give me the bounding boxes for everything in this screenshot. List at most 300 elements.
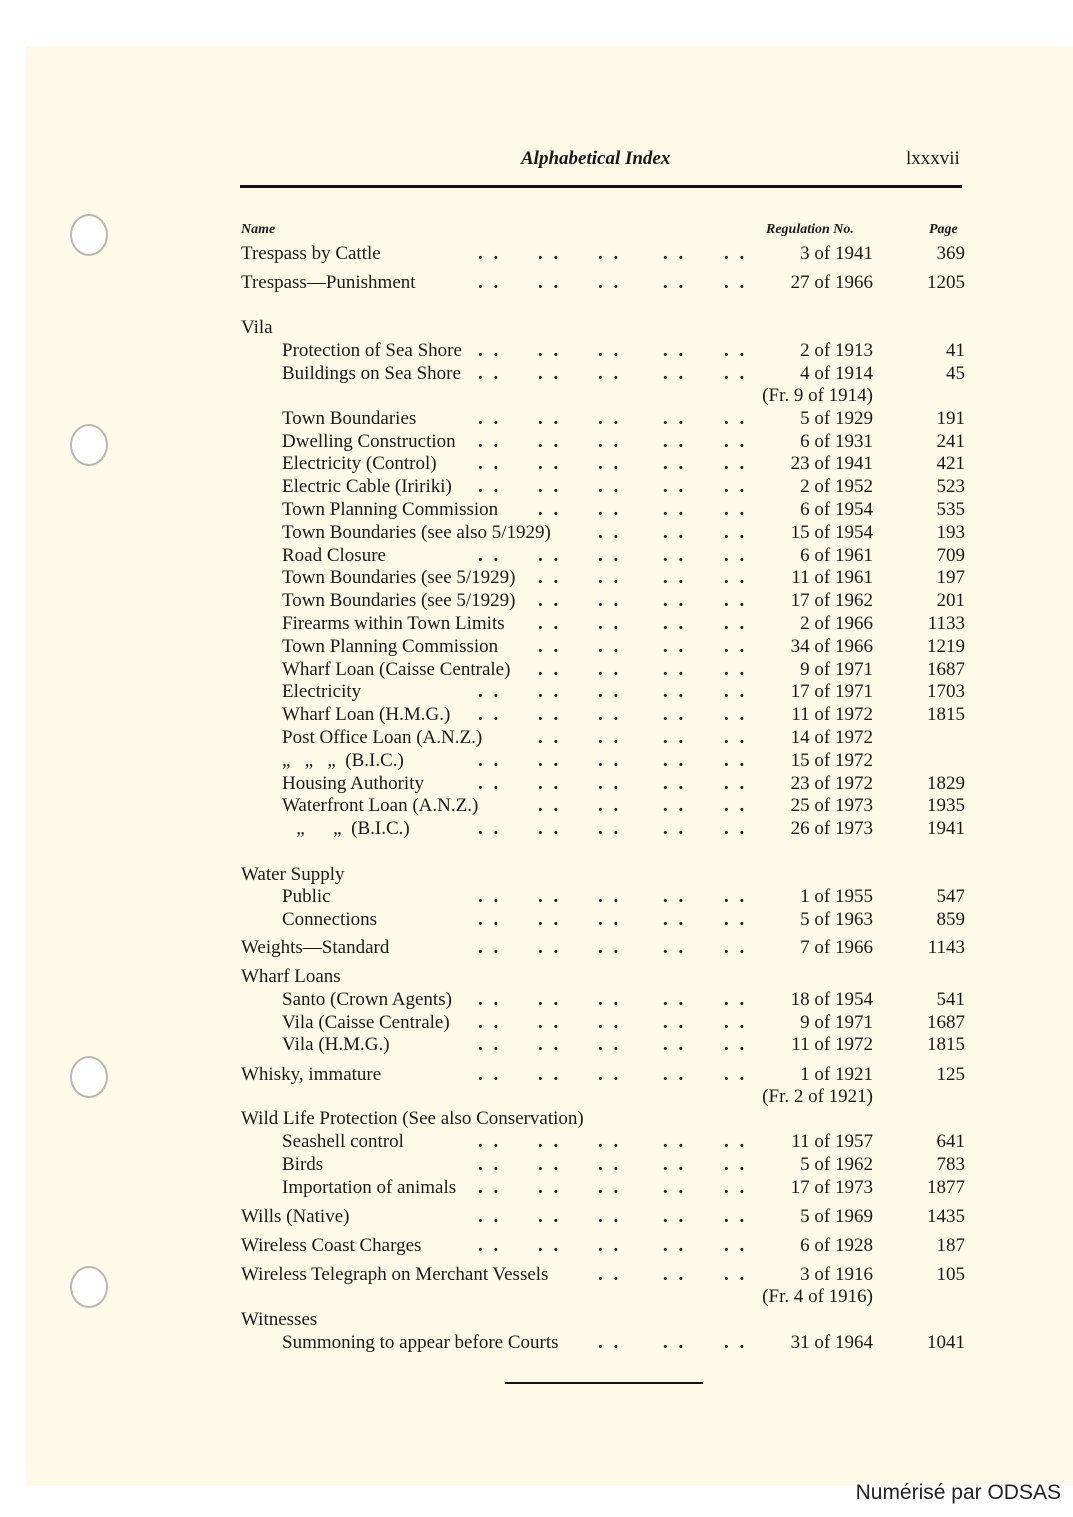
french-regulation-note: (Fr. 2 of 1921) <box>762 1086 873 1107</box>
entry-name: Town Boundaries <box>282 408 417 429</box>
entry-name: Vila (Caisse Centrale) <box>282 1012 450 1033</box>
leader-dots: . . <box>724 545 748 566</box>
leader-dots: . . <box>538 886 562 907</box>
leader-dots: . . <box>663 499 687 520</box>
regulation-number: 6 of 1961 <box>800 545 873 566</box>
leader-dots: . . <box>478 1034 502 1055</box>
leader-dots: . . <box>598 636 622 657</box>
entry-name: Town Boundaries (see 5/1929) <box>282 590 516 611</box>
index-entry <box>0 1012 1073 1034</box>
leader-dots: . . <box>724 818 748 839</box>
regulation-number: 25 of 1973 <box>790 795 873 816</box>
leader-dots: . . <box>663 681 687 702</box>
leader-dots: . . <box>598 886 622 907</box>
leader-dots: . . <box>478 1177 502 1198</box>
regulation-number: 5 of 1962 <box>800 1154 873 1175</box>
index-entry <box>0 864 1073 886</box>
index-entry <box>0 989 1073 1011</box>
leader-dots: . . <box>598 1264 622 1285</box>
leader-dots: . . <box>598 704 622 725</box>
leader-dots: . . <box>538 937 562 958</box>
leader-dots: . . <box>724 1332 748 1353</box>
leader-dots: . . <box>478 476 502 497</box>
leader-dots: . . <box>724 1154 748 1175</box>
regulation-number: 23 of 1972 <box>790 773 873 794</box>
page-number: 709 <box>936 545 965 566</box>
entry-name: Public <box>282 886 331 907</box>
leader-dots: . . <box>478 243 502 264</box>
leader-dots: . . <box>538 636 562 657</box>
leader-dots: . . <box>478 431 502 452</box>
page-number: 1941 <box>927 818 965 839</box>
page-number: 1133 <box>927 613 965 634</box>
leader-dots: . . <box>724 681 748 702</box>
regulation-number: 14 of 1972 <box>790 727 873 748</box>
page-number: 1143 <box>927 937 965 958</box>
page-number: 1041 <box>927 1332 965 1353</box>
regulation-number: 5 of 1963 <box>800 909 873 930</box>
page-number: 1815 <box>927 1034 965 1055</box>
entry-name: Wild Life Protection (See also Conservation) <box>241 1108 584 1129</box>
leader-dots: . . <box>478 886 502 907</box>
leader-dots: . . <box>663 545 687 566</box>
index-entry <box>0 681 1073 703</box>
leader-dots: . . <box>663 1154 687 1175</box>
regulation-number: 11 of 1972 <box>791 704 873 725</box>
leader-dots: . . <box>663 453 687 474</box>
leader-dots: . . <box>724 989 748 1010</box>
leader-dots: . . <box>724 1064 748 1085</box>
index-entry <box>0 590 1073 612</box>
regulation-number: 11 of 1961 <box>791 567 873 588</box>
leader-dots: . . <box>598 272 622 293</box>
leader-dots: . . <box>478 272 502 293</box>
index-entry <box>0 476 1073 498</box>
entry-name: Trespass by Cattle <box>241 243 381 264</box>
leader-dots: . . <box>663 1034 687 1055</box>
leader-dots: . . <box>598 567 622 588</box>
entry-name: Buildings on Sea Shore <box>282 363 461 384</box>
page-number: 201 <box>936 590 965 611</box>
page-number: 1687 <box>927 659 965 680</box>
column-header-page: Page <box>929 222 958 237</box>
leader-dots: . . <box>724 773 748 794</box>
page-number: 641 <box>936 1131 965 1152</box>
leader-dots: . . <box>538 659 562 680</box>
leader-dots: . . <box>724 476 748 497</box>
running-title: Alphabetical Index <box>521 148 671 169</box>
page-number: 1687 <box>927 1012 965 1033</box>
index-entry <box>0 363 1073 406</box>
leader-dots: . . <box>478 340 502 361</box>
leader-dots: . . <box>538 590 562 611</box>
regulation-number: 31 of 1964 <box>790 1332 873 1353</box>
entry-name: Weights—Standard <box>241 937 390 958</box>
leader-dots: . . <box>538 1012 562 1033</box>
leader-dots: . . <box>598 795 622 816</box>
leader-dots: . . <box>478 989 502 1010</box>
page-number: 547 <box>936 886 965 907</box>
leader-dots: . . <box>478 363 502 384</box>
leader-dots: . . <box>478 1154 502 1175</box>
index-entry <box>0 1064 1073 1107</box>
regulation-number: 1 of 1921 <box>800 1064 873 1085</box>
index-entry <box>0 636 1073 658</box>
leader-dots: . . <box>724 499 748 520</box>
regulation-number: 23 of 1941 <box>790 453 873 474</box>
leader-dots: . . <box>663 613 687 634</box>
entry-name: „ „ „ (B.I.C.) <box>282 750 404 771</box>
leader-dots: . . <box>724 408 748 429</box>
entry-name: Wharf Loan (H.M.G.) <box>282 704 451 725</box>
index-entry <box>0 704 1073 726</box>
page-number: 1435 <box>927 1206 965 1227</box>
page-number: 1935 <box>927 795 965 816</box>
index-entry <box>0 659 1073 681</box>
leader-dots: . . <box>598 613 622 634</box>
leader-dots: . . <box>478 1235 502 1256</box>
entry-name: Wills (Native) <box>241 1206 350 1227</box>
leader-dots: . . <box>663 476 687 497</box>
regulation-number: 9 of 1971 <box>800 1012 873 1033</box>
regulation-number: 26 of 1973 <box>790 818 873 839</box>
leader-dots: . . <box>538 727 562 748</box>
leader-dots: . . <box>538 363 562 384</box>
regulation-number: 18 of 1954 <box>790 989 873 1010</box>
entry-name: Waterfront Loan (A.N.Z.) <box>282 795 479 816</box>
french-regulation-note: (Fr. 4 of 1916) <box>762 1286 873 1307</box>
page-number: 1219 <box>927 636 965 657</box>
leader-dots: . . <box>598 818 622 839</box>
entry-name: Post Office Loan (A.N.Z.) <box>282 727 483 748</box>
index-entry <box>0 408 1073 430</box>
page-number: 523 <box>936 476 965 497</box>
leader-dots: . . <box>724 431 748 452</box>
leader-dots: . . <box>724 727 748 748</box>
leader-dots: . . <box>478 1064 502 1085</box>
leader-dots: . . <box>478 773 502 794</box>
entry-name: Witnesses <box>241 1309 318 1330</box>
page-folio: lxxxvii <box>906 148 960 169</box>
leader-dots: . . <box>598 727 622 748</box>
leader-dots: . . <box>598 1332 622 1353</box>
leader-dots: . . <box>538 1034 562 1055</box>
index-entry <box>0 1034 1073 1056</box>
leader-dots: . . <box>538 545 562 566</box>
entry-name: Town Boundaries (see also 5/1929) <box>282 522 551 543</box>
leader-dots: . . <box>598 1177 622 1198</box>
leader-dots: . . <box>598 408 622 429</box>
index-entry <box>0 818 1073 840</box>
page-number: 1829 <box>927 773 965 794</box>
index-entry <box>0 1108 1073 1130</box>
leader-dots: . . <box>724 704 748 725</box>
page-number: 197 <box>936 567 965 588</box>
leader-dots: . . <box>663 909 687 930</box>
leader-dots: . . <box>663 636 687 657</box>
leader-dots: . . <box>538 243 562 264</box>
end-rule <box>505 1382 703 1384</box>
leader-dots: . . <box>598 522 622 543</box>
index-entry <box>0 431 1073 453</box>
entry-name: Firearms within Town Limits <box>282 613 505 634</box>
leader-dots: . . <box>663 1131 687 1152</box>
entry-name: Wireless Coast Charges <box>241 1235 422 1256</box>
leader-dots: . . <box>663 818 687 839</box>
leader-dots: . . <box>663 243 687 264</box>
leader-dots: . . <box>663 363 687 384</box>
regulation-number: 17 of 1971 <box>790 681 873 702</box>
leader-dots: . . <box>598 989 622 1010</box>
page-number: 191 <box>936 408 965 429</box>
entry-name: Wharf Loans <box>241 966 341 987</box>
regulation-number: 34 of 1966 <box>790 636 873 657</box>
entry-name: Trespass—Punishment <box>241 272 416 293</box>
page-number: 541 <box>936 989 965 1010</box>
page-number: 187 <box>936 1235 965 1256</box>
leader-dots: . . <box>724 1131 748 1152</box>
regulation-number: 3 of 1941 <box>800 243 873 264</box>
page-number: 241 <box>936 431 965 452</box>
leader-dots: . . <box>598 340 622 361</box>
leader-dots: . . <box>598 243 622 264</box>
entry-name: Vila <box>241 317 273 338</box>
leader-dots: . . <box>663 408 687 429</box>
leader-dots: . . <box>724 1235 748 1256</box>
leader-dots: . . <box>478 1012 502 1033</box>
entry-name: Wireless Telegraph on Merchant Vessels <box>241 1264 549 1285</box>
leader-dots: . . <box>478 545 502 566</box>
leader-dots: . . <box>598 1154 622 1175</box>
leader-dots: . . <box>663 272 687 293</box>
leader-dots: . . <box>538 1131 562 1152</box>
regulation-number: 15 of 1954 <box>790 522 873 543</box>
leader-dots: . . <box>724 1012 748 1033</box>
index-entry <box>0 522 1073 544</box>
leader-dots: . . <box>724 363 748 384</box>
leader-dots: . . <box>663 795 687 816</box>
leader-dots: . . <box>724 636 748 657</box>
regulation-number: 3 of 1916 <box>800 1264 873 1285</box>
leader-dots: . . <box>663 567 687 588</box>
index-entry <box>0 750 1073 772</box>
column-header-regulation: Regulation No. <box>766 222 854 237</box>
regulation-number: 11 of 1972 <box>791 1034 873 1055</box>
index-entry <box>0 909 1073 931</box>
leader-dots: . . <box>598 750 622 771</box>
leader-dots: . . <box>724 567 748 588</box>
leader-dots: . . <box>538 773 562 794</box>
index-entry <box>0 272 1073 294</box>
entry-name: Electric Cable (Iririki) <box>282 476 452 497</box>
regulation-number: 2 of 1913 <box>800 340 873 361</box>
leader-dots: . . <box>663 1235 687 1256</box>
leader-dots: . . <box>598 453 622 474</box>
index-entry <box>0 937 1073 959</box>
leader-dots: . . <box>663 1012 687 1033</box>
entry-name: Water Supply <box>241 864 345 885</box>
page-number: 125 <box>936 1064 965 1085</box>
entry-name: Birds <box>282 1154 324 1175</box>
leader-dots: . . <box>478 681 502 702</box>
entry-name: Vila (H.M.G.) <box>282 1034 390 1055</box>
leader-dots: . . <box>724 1034 748 1055</box>
leader-dots: . . <box>598 773 622 794</box>
index-entry <box>0 499 1073 521</box>
entry-name: Connections <box>282 909 377 930</box>
leader-dots: . . <box>724 1264 748 1285</box>
leader-dots: . . <box>538 1177 562 1198</box>
regulation-number: 2 of 1952 <box>800 476 873 497</box>
index-entry <box>0 613 1073 635</box>
regulation-number: 15 of 1972 <box>790 750 873 771</box>
leader-dots: . . <box>478 453 502 474</box>
page-number: 105 <box>936 1264 965 1285</box>
leader-dots: . . <box>538 613 562 634</box>
leader-dots: . . <box>538 681 562 702</box>
regulation-number: 9 of 1971 <box>800 659 873 680</box>
leader-dots: . . <box>478 408 502 429</box>
index-entry <box>0 1177 1073 1199</box>
leader-dots: . . <box>663 1206 687 1227</box>
header-rule <box>240 185 962 188</box>
entry-name: Electricity <box>282 681 362 702</box>
regulation-number: 5 of 1929 <box>800 408 873 429</box>
leader-dots: . . <box>598 1206 622 1227</box>
entry-name: Santo (Crown Agents) <box>282 989 452 1010</box>
index-entry <box>0 773 1073 795</box>
page-number: 45 <box>946 363 965 384</box>
column-header-name: Name <box>241 222 276 237</box>
leader-dots: . . <box>663 659 687 680</box>
index-entry <box>0 886 1073 908</box>
page-number: 783 <box>936 1154 965 1175</box>
regulation-number: 1 of 1955 <box>800 886 873 907</box>
leader-dots: . . <box>598 545 622 566</box>
leader-dots: . . <box>598 1064 622 1085</box>
leader-dots: . . <box>724 909 748 930</box>
index-entry <box>0 1206 1073 1228</box>
leader-dots: . . <box>538 989 562 1010</box>
leader-dots: . . <box>598 1034 622 1055</box>
leader-dots: . . <box>724 340 748 361</box>
leader-dots: . . <box>598 1131 622 1152</box>
leader-dots: . . <box>478 909 502 930</box>
leader-dots: . . <box>598 937 622 958</box>
leader-dots: . . <box>538 795 562 816</box>
leader-dots: . . <box>663 773 687 794</box>
leader-dots: . . <box>663 704 687 725</box>
leader-dots: . . <box>478 937 502 958</box>
leader-dots: . . <box>663 1264 687 1285</box>
leader-dots: . . <box>538 272 562 293</box>
leader-dots: . . <box>663 590 687 611</box>
leader-dots: . . <box>598 1012 622 1033</box>
leader-dots: . . <box>663 727 687 748</box>
leader-dots: . . <box>598 590 622 611</box>
index-entry <box>0 795 1073 817</box>
leader-dots: . . <box>663 937 687 958</box>
entry-name: Electricity (Control) <box>282 453 437 474</box>
leader-dots: . . <box>598 476 622 497</box>
regulation-number: 4 of 1914 <box>800 363 873 384</box>
leader-dots: . . <box>724 272 748 293</box>
page-number: 1703 <box>927 681 965 702</box>
index-entry <box>0 1264 1073 1307</box>
index-entry <box>0 1154 1073 1176</box>
leader-dots: . . <box>724 1177 748 1198</box>
entry-name: Whisky, immature <box>241 1064 382 1085</box>
regulation-number: 17 of 1973 <box>790 1177 873 1198</box>
leader-dots: . . <box>598 1235 622 1256</box>
index-entry <box>0 340 1073 362</box>
regulation-number: 6 of 1928 <box>800 1235 873 1256</box>
leader-dots: . . <box>724 659 748 680</box>
leader-dots: . . <box>538 818 562 839</box>
page-number: 535 <box>936 499 965 520</box>
page-number: 1815 <box>927 704 965 725</box>
page-number: 1205 <box>927 272 965 293</box>
leader-dots: . . <box>724 886 748 907</box>
digitization-credit: Numérisé par ODSAS <box>855 1481 1061 1504</box>
leader-dots: . . <box>538 408 562 429</box>
leader-dots: . . <box>598 431 622 452</box>
entry-name: Housing Authority <box>282 773 424 794</box>
leader-dots: . . <box>538 340 562 361</box>
index-entry <box>0 1309 1073 1331</box>
page-number: 41 <box>946 340 965 361</box>
leader-dots: . . <box>478 704 502 725</box>
leader-dots: . . <box>478 1131 502 1152</box>
index-entry <box>0 545 1073 567</box>
entry-name: Summoning to appear before Courts <box>282 1332 559 1353</box>
index-entry <box>0 966 1073 988</box>
leader-dots: . . <box>724 937 748 958</box>
leader-dots: . . <box>663 886 687 907</box>
leader-dots: . . <box>598 363 622 384</box>
index-entry <box>0 1131 1073 1153</box>
leader-dots: . . <box>663 522 687 543</box>
page-number: 1877 <box>927 1177 965 1198</box>
leader-dots: . . <box>538 431 562 452</box>
entry-name: Town Boundaries (see 5/1929) <box>282 567 516 588</box>
leader-dots: . . <box>724 613 748 634</box>
index-entry <box>0 1235 1073 1257</box>
leader-dots: . . <box>724 750 748 771</box>
leader-dots: . . <box>724 1206 748 1227</box>
leader-dots: . . <box>663 750 687 771</box>
regulation-number: 11 of 1957 <box>791 1131 873 1152</box>
regulation-number: 7 of 1966 <box>800 937 873 958</box>
regulation-number: 6 of 1931 <box>800 431 873 452</box>
leader-dots: . . <box>663 1064 687 1085</box>
leader-dots: . . <box>478 750 502 771</box>
entry-name: „ „ (B.I.C.) <box>282 818 410 839</box>
index-entry <box>0 727 1073 749</box>
leader-dots: . . <box>663 1332 687 1353</box>
page-number: 859 <box>936 909 965 930</box>
leader-dots: . . <box>538 453 562 474</box>
leader-dots: . . <box>538 1154 562 1175</box>
regulation-number: 2 of 1966 <box>800 613 873 634</box>
leader-dots: . . <box>478 1206 502 1227</box>
leader-dots: . . <box>724 243 748 264</box>
index-entry <box>0 567 1073 589</box>
leader-dots: . . <box>478 818 502 839</box>
index-entry <box>0 317 1073 339</box>
leader-dots: . . <box>538 909 562 930</box>
page-number: 421 <box>936 453 965 474</box>
